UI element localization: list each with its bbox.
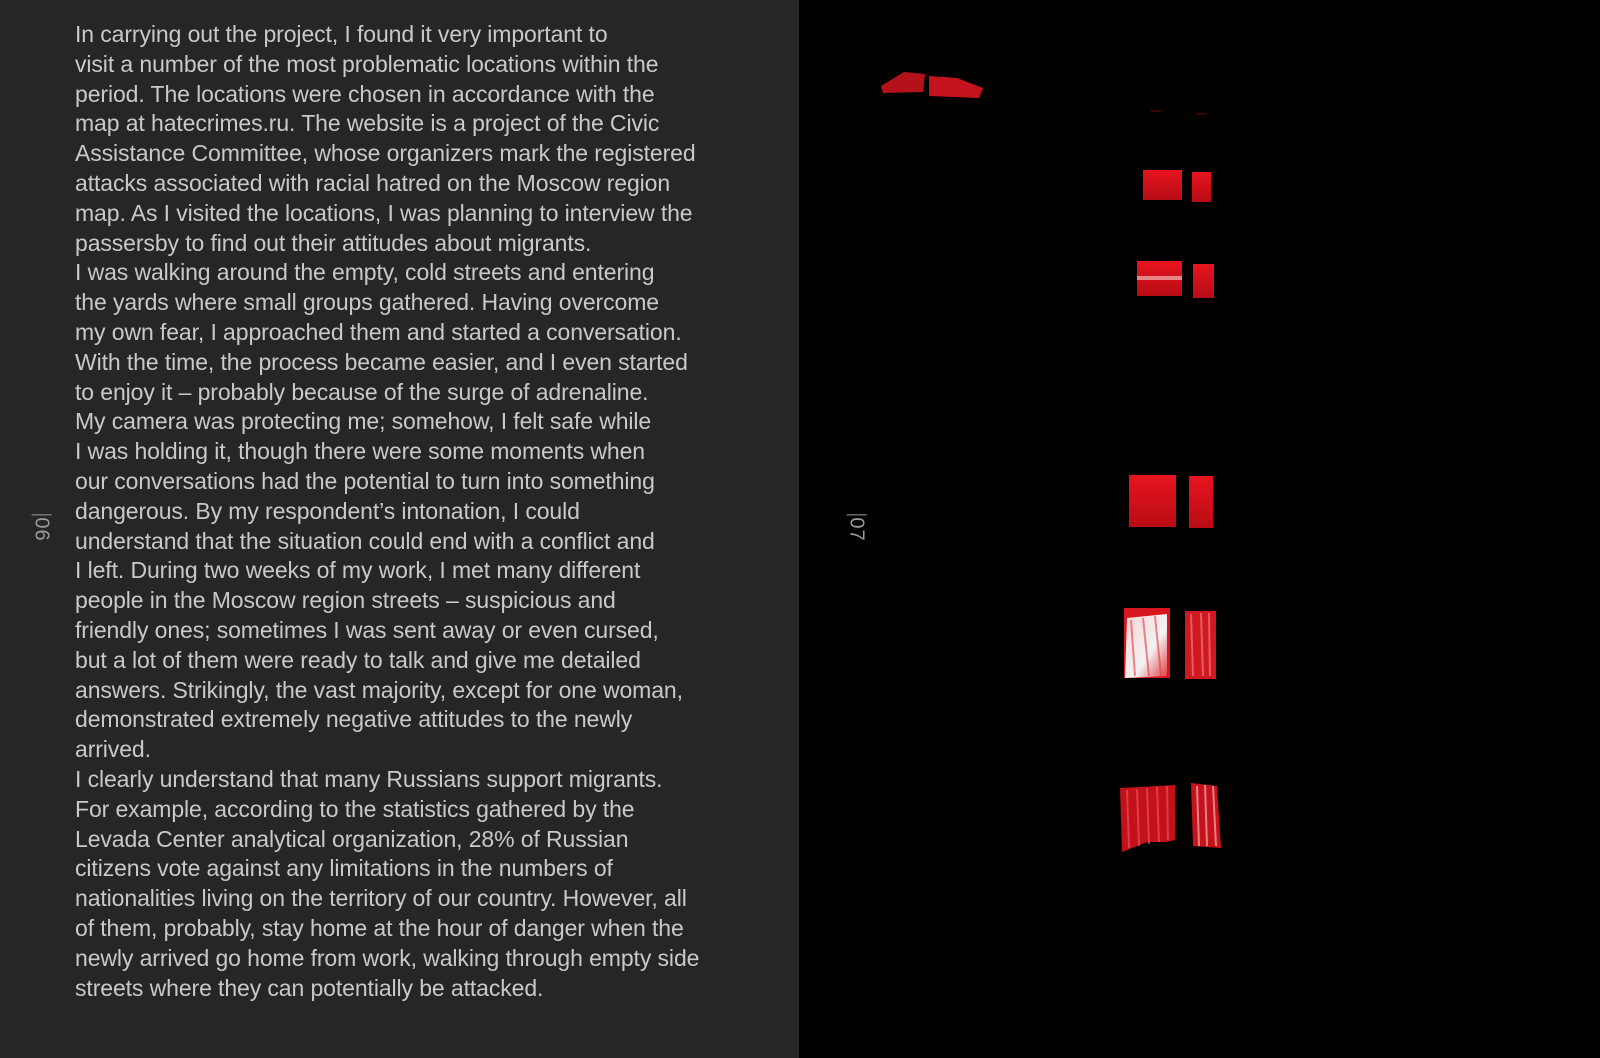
paragraph-1: In carrying out the project, I found it very important to visit a number of the most problematic locations within the period. The locations were chosen in accordance with the map at hatecrimes.ru. The website is a project of the Civic Assistance Committee, whose organizers mark the registered attacks associated with racial hatred on the Moscow region map. As I visited the locations, I was planning to interview the passersby to find out their attitudes about migrants. xyxy=(75,21,696,256)
right-page-number: 07 xyxy=(847,514,867,541)
left-page xyxy=(0,0,799,1058)
paragraph-3: I clearly understand that many Russians support migrants. For example, according to the statistics gathered by the Levada Center analytical organization, 28% of Russian citizens vote against any limitations in the numbers of nationalities living on the territory of our country. However, all of them, probably, stay home at the hour of danger when the newly arrived go home from work, walking through empty side streets where they can potentially be attacked. xyxy=(75,765,700,1001)
window-row-1 xyxy=(1143,170,1211,202)
paragraph-2: I was walking around the empty, cold streets and entering the yards where small groups gathered. Having overcome my own fear, I approached them and started a conversation. With the time, the process became easier, and I even started to enjoy it – probably because of the surge of adrenaline. My camera was protecting me; somehow, I felt safe while I was holding it, though there were some moments when our conversations had the potential to turn into something dangerous. By my respondent’s intonation, I could understand that the situation could end with a conflict and I left. During two weeks of my work, I met many different people in the Moscow region streets – suspicious and friendly ones; sometimes I was sent away or even cursed, but a lot of them were ready to talk and give me detailed answers. Strikingly, the vast majority, except for one woman, demonstrated extremely negative attitudes to the newly arrived. xyxy=(75,259,688,763)
window-row-2 xyxy=(1137,261,1214,298)
body-text xyxy=(75,20,775,1003)
window-row-3 xyxy=(1129,475,1213,528)
window-row-4 xyxy=(1124,608,1216,679)
right-page xyxy=(799,0,1600,1058)
left-page-number: 06 xyxy=(32,514,52,541)
night-building-photo xyxy=(799,0,1600,1058)
